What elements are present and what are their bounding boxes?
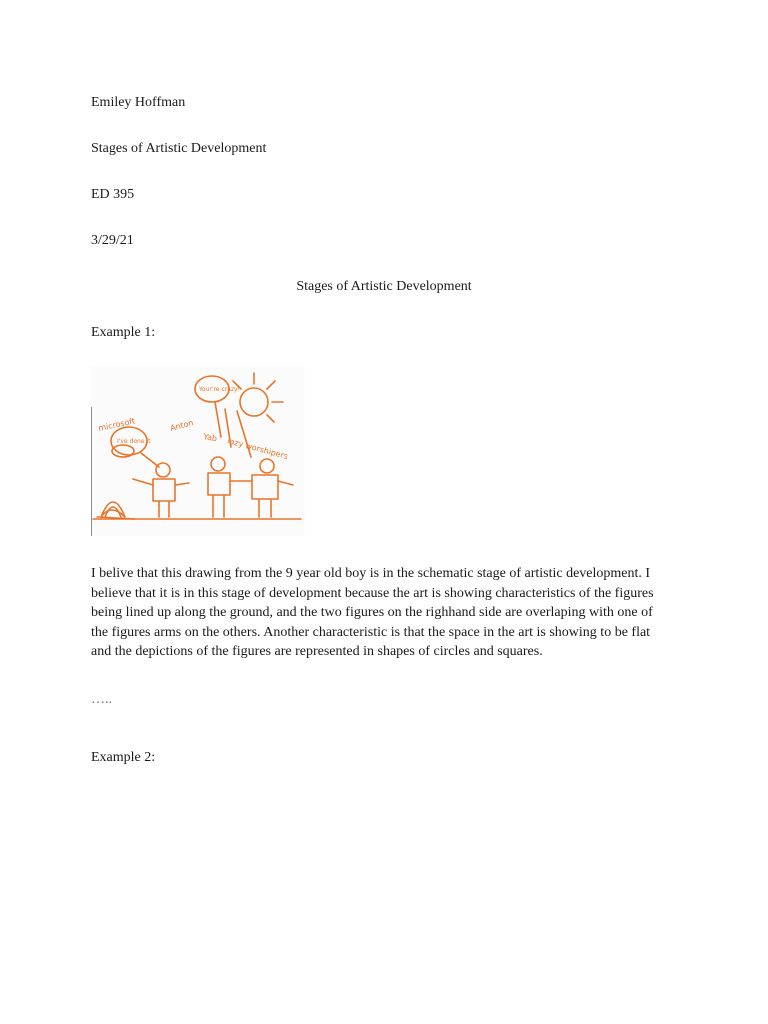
example-1-heading: Example 1: — [91, 325, 156, 340]
analysis-paragraph: I belive that this drawing from the 9 year old boy is in the schematic stage of artistic development. I believe that it is in this stage of development because the art is showing characteristics of the figures being lined up along the ground, and the two figures on the righhand side are overlaping with one of the figures arms on the others. Another characteristic is that the space in the art is showing to be flat and the depictions of the figures are represented in shapes of circles and squares. — [91, 566, 654, 660]
drawing-text-youre-crazy: Your're crazy! — [199, 386, 240, 393]
drawing-text-lazy: lazy worshipers — [226, 436, 289, 462]
ellipsis-text: ….. — [91, 692, 112, 707]
child-drawing-image — [91, 367, 305, 536]
document-title: Stages of Artistic Development — [296, 279, 472, 294]
drawing-text-ive-done-it: I've done it — [117, 438, 151, 445]
drawing-text-yab: Yab — [202, 432, 218, 444]
author-name: Emiley Hoffman — [91, 95, 186, 110]
course-line: ED 395 — [91, 187, 135, 202]
drawing-text-anton: Anton — [169, 418, 195, 433]
drawing-text-microsoft: microsoft — [97, 416, 136, 433]
example-2-heading: Example 2: — [91, 750, 156, 765]
date-line: 3/29/21 — [91, 233, 134, 248]
subject-line: Stages of Artistic Development — [91, 141, 267, 156]
